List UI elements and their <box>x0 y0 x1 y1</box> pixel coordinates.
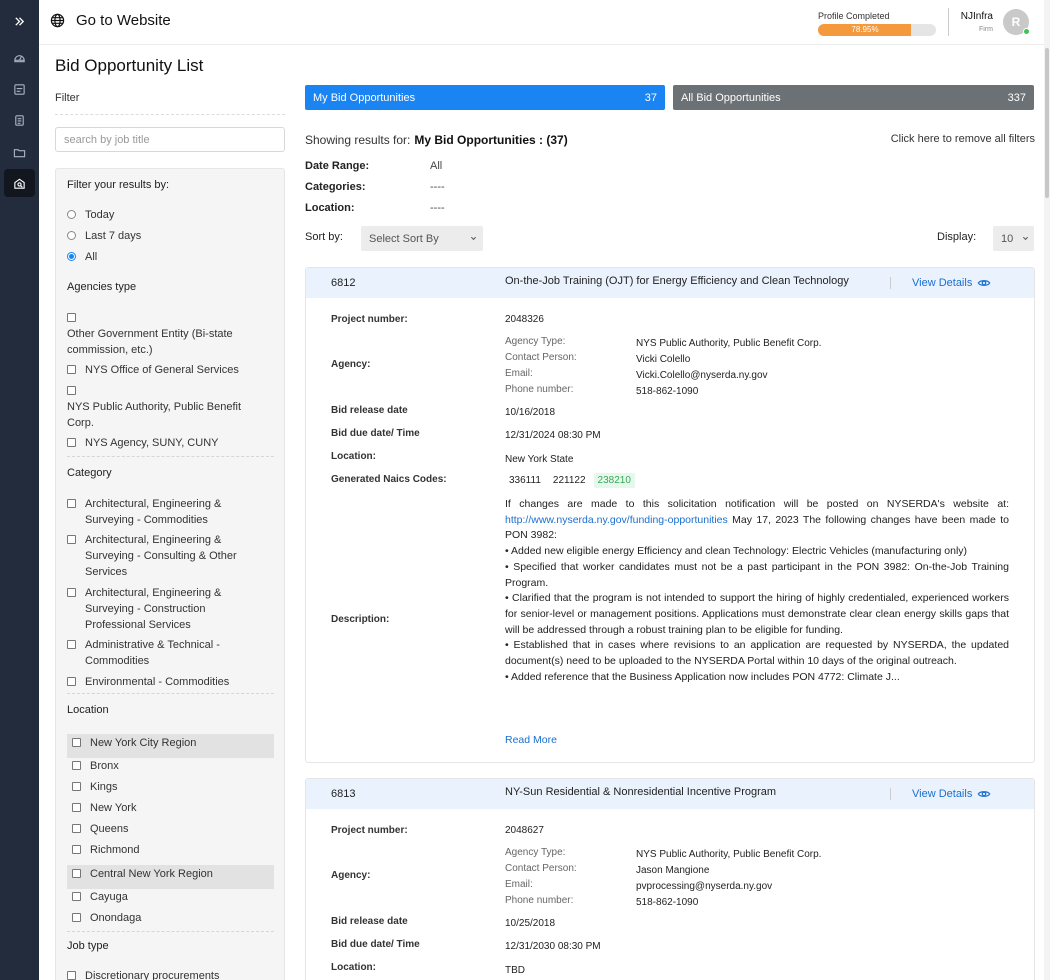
globe-icon <box>50 13 65 28</box>
location-label: New York <box>90 802 137 814</box>
firm-name: NJInfra <box>960 11 993 22</box>
header-divider <box>948 8 949 36</box>
release-date-label: Bid release date <box>331 916 408 927</box>
contact-person-label: Contact Person: <box>505 863 577 874</box>
date-option-label: Today <box>85 209 115 221</box>
location-checkbox[interactable] <box>72 866 213 882</box>
checkbox[interactable] <box>72 869 81 878</box>
bid-id: 6812 <box>331 277 356 289</box>
page-scrollbar[interactable] <box>1044 0 1050 980</box>
profile-completion <box>818 11 938 36</box>
description-change-note: May 17, 2023 The following changes have been made to PON 3982: <box>505 513 1010 542</box>
category-checkbox[interactable] <box>67 496 242 528</box>
naics-code: 336111 <box>509 475 541 486</box>
checkbox[interactable] <box>67 365 76 374</box>
documents-icon[interactable] <box>4 106 35 134</box>
firm-info <box>957 11 993 33</box>
email-value[interactable]: Vicki.Colello@nyserda.ny.gov <box>636 370 768 381</box>
naics-code-matched: 238210 <box>594 473 635 488</box>
email-label: Email: <box>505 368 533 379</box>
location-label: New York City Region <box>90 737 197 749</box>
remove-filters-link[interactable]: Click here to remove all filters <box>890 133 1035 145</box>
avatar[interactable] <box>1003 9 1029 35</box>
filter-label: Filter <box>55 92 80 104</box>
checkbox[interactable] <box>72 803 81 812</box>
folder-icon[interactable] <box>4 138 35 166</box>
filter-heading: Filter your results by: <box>67 179 170 191</box>
contact-person-label: Contact Person: <box>505 352 577 363</box>
due-date-label: Bid due date/ Time <box>331 428 420 439</box>
display-value: 10 <box>1001 232 1014 245</box>
phone-label: Phone number: <box>505 384 574 395</box>
view-details-label: View Details <box>912 277 973 289</box>
location-label: Onondaga <box>90 912 142 924</box>
checkbox[interactable] <box>72 845 81 854</box>
agency-checkbox[interactable] <box>67 362 239 378</box>
due-date-label: Bid due date/ Time <box>331 939 420 950</box>
dashboard-icon[interactable] <box>4 43 35 71</box>
checkbox[interactable] <box>67 313 76 322</box>
category-title: Category <box>67 467 112 479</box>
agency-checkbox[interactable] <box>67 383 76 395</box>
description-bullet: • Established that in cases where revisions to an application are requested by NYSERDA, the updated document(s) need to be uploaded to the NYSERDA Portal within 10 days of the original outreach. <box>505 639 1009 668</box>
agency-label: NYS Public Authority, Public Benefit Corp. <box>67 401 242 429</box>
location-value: TBD <box>505 965 525 976</box>
eye-icon <box>977 276 991 290</box>
categories-label: Categories: <box>305 181 366 193</box>
eye-icon <box>977 787 991 801</box>
location-label: Cayuga <box>90 891 128 903</box>
checkbox[interactable] <box>67 499 76 508</box>
divider <box>67 693 274 694</box>
date-option-today[interactable] <box>67 207 114 223</box>
project-number-label: Project number: <box>331 314 408 325</box>
categories-value: ---- <box>430 181 445 193</box>
location-label: Location: <box>331 451 376 462</box>
description-bullet: • Specified that worker candidates must not be a past participant in the PON 3982: On-the-Job Training Program. <box>505 560 1009 589</box>
divider <box>890 788 891 800</box>
checkbox[interactable] <box>67 640 76 649</box>
naics-code: 221122 <box>552 475 586 486</box>
firm-type: Firm <box>979 26 993 33</box>
location-label: Richmond <box>90 844 140 856</box>
search-input[interactable] <box>55 127 285 152</box>
project-number-label: Project number: <box>331 825 408 836</box>
showing-value: My Bid Opportunities : (37) <box>414 133 568 147</box>
location-value: New York State <box>505 454 574 465</box>
agency-label: NYS Agency, SUNY, CUNY <box>85 437 219 449</box>
go-to-website-link[interactable] <box>50 12 171 29</box>
category-checkbox[interactable] <box>67 637 247 669</box>
description-intro-text: If changes are made to this solicitation notification will be posted on NYSERDA's website at: <box>505 498 1009 510</box>
location-label: Bronx <box>90 760 119 772</box>
release-date-value: 10/25/2018 <box>505 918 556 929</box>
sort-by-value: Select Sort By <box>369 232 439 245</box>
description-text <box>505 497 1009 685</box>
agency-label: Agency: <box>331 359 371 370</box>
category-label: Environmental - Commodities <box>85 676 230 688</box>
location-label: Location: <box>331 962 376 973</box>
project-number-value: 2048627 <box>505 825 544 836</box>
job-type-title: Job type <box>67 940 109 952</box>
category-label: Architectural, Engineering & Surveying - Construction Professional Services <box>85 587 222 631</box>
agency-type-value: NYS Public Authority, Public Benefit Corp. <box>636 338 822 349</box>
checkbox[interactable] <box>72 782 81 791</box>
due-date-value: 12/31/2024 08:30 PM <box>505 430 601 441</box>
divider <box>890 277 891 289</box>
scrollbar-thumb[interactable] <box>1045 48 1049 198</box>
phone-value: 518-862-1090 <box>636 897 699 908</box>
location-checkbox[interactable] <box>72 889 128 905</box>
left-rail <box>0 0 39 980</box>
date-option-all[interactable] <box>67 249 97 265</box>
avatar-initial: R <box>1011 15 1021 29</box>
display-select[interactable] <box>993 226 1034 251</box>
location-checkbox[interactable] <box>72 821 129 837</box>
tab-label: All Bid Opportunities <box>681 91 781 104</box>
category-checkbox[interactable] <box>67 674 229 690</box>
category-label: Architectural, Engineering & Surveying - Consulting & Other Services <box>85 534 237 578</box>
date-option-label: Last 7 days <box>85 230 142 242</box>
filter-panel <box>55 168 285 980</box>
showing-results <box>305 133 568 147</box>
description-label: Description: <box>331 614 390 625</box>
checkbox[interactable] <box>67 971 76 980</box>
checkbox[interactable] <box>72 824 81 833</box>
jobtype-label: Discretionary procurements <box>85 970 220 980</box>
project-number-value: 2048326 <box>505 314 544 325</box>
divider <box>67 931 274 932</box>
sort-by-label: Sort by: <box>305 231 343 243</box>
location-value: ---- <box>430 202 445 214</box>
description-intro <box>505 497 1009 544</box>
contact-person-value: Vicki Colello <box>636 354 691 365</box>
naics-codes <box>505 473 635 488</box>
checkbox[interactable] <box>72 913 81 922</box>
agency-checkbox[interactable] <box>67 310 76 322</box>
bid-opportunity-icon[interactable] <box>4 169 35 197</box>
category-label: Administrative & Technical - Commodities <box>85 639 220 667</box>
email-label: Email: <box>505 879 533 890</box>
location-checkbox[interactable] <box>72 758 119 774</box>
profile-progress-bar <box>818 24 936 36</box>
category-checkbox[interactable] <box>67 585 247 633</box>
radio[interactable] <box>67 231 76 240</box>
online-status-dot <box>1023 28 1030 35</box>
category-label: Architectural, Engineering & Surveying - Commodities <box>85 498 222 526</box>
bid-id: 6813 <box>331 788 356 800</box>
location-checkbox[interactable] <box>72 910 141 926</box>
tab-my-bid-opportunities[interactable] <box>305 85 665 110</box>
view-details-button[interactable] <box>912 787 991 801</box>
agency-label: NYS Office of General Services <box>85 364 239 376</box>
location-checkbox[interactable] <box>72 800 136 816</box>
bid-card <box>305 267 1035 763</box>
bids-icon[interactable] <box>4 75 35 103</box>
due-date-value: 12/31/2030 08:30 PM <box>505 941 601 952</box>
agency-type-label: Agency Type: <box>505 336 566 347</box>
profile-progress-text: 78.95% <box>851 25 879 34</box>
category-checkbox[interactable] <box>67 532 262 580</box>
contact-person-value: Jason Mangione <box>636 865 710 876</box>
checkbox[interactable] <box>67 386 76 395</box>
date-range-value: All <box>430 160 443 172</box>
phone-label: Phone number: <box>505 895 574 906</box>
release-date-value: 10/16/2018 <box>505 407 556 418</box>
divider <box>55 114 285 115</box>
go-to-website-label: Go to Website <box>76 12 171 29</box>
agency-type-label: Agency Type: <box>505 847 566 858</box>
date-option-label: All <box>85 251 98 263</box>
description-bullet: • Clarified that the program is not intended to support the hiring of highly credentialed, experienced workers for senior-level or management positions. Applications must demonstrate clear clean energy skills gaps that will be addressed through a robust training plan to be eligible for funding. <box>505 592 1009 636</box>
sort-by-select[interactable] <box>361 226 483 251</box>
email-value[interactable]: pvprocessing@nyserda.ny.gov <box>636 881 773 892</box>
phone-value: 518-862-1090 <box>636 386 699 397</box>
tab-count: 337 <box>1007 91 1026 104</box>
checkbox[interactable] <box>67 535 76 544</box>
top-bar <box>39 0 1050 45</box>
jobtype-checkbox[interactable] <box>67 968 220 980</box>
profile-completed-label: Profile Completed <box>818 11 890 21</box>
checkbox[interactable] <box>67 438 76 447</box>
location-label: Queens <box>90 823 129 835</box>
chevron-down-icon <box>470 235 477 242</box>
view-details-label: View Details <box>912 788 973 800</box>
date-range-label: Date Range: <box>305 160 370 172</box>
bid-card <box>305 778 1035 980</box>
page-title: Bid Opportunity List <box>55 56 204 75</box>
tab-count: 37 <box>644 91 657 104</box>
release-date-label: Bid release date <box>331 405 408 416</box>
location-label: Central New York Region <box>90 868 213 880</box>
display-label: Display: <box>937 231 977 243</box>
radio[interactable] <box>67 210 76 219</box>
checkbox[interactable] <box>72 761 81 770</box>
showing-prefix: Showing results for: <box>305 133 411 147</box>
chevron-down-icon <box>1022 235 1029 242</box>
location-checkbox[interactable] <box>72 779 118 795</box>
agency-checkbox[interactable] <box>67 435 218 451</box>
description-bullet: • Added reference that the Business Application now includes PON 4772: Climate J... <box>505 670 900 683</box>
location-title: Location <box>67 704 109 716</box>
checkbox[interactable] <box>72 738 81 747</box>
checkbox[interactable] <box>72 892 81 901</box>
location-checkbox[interactable] <box>72 735 196 751</box>
agencies-type-title: Agencies type <box>67 281 137 293</box>
location-label: Kings <box>90 781 118 793</box>
bid-title[interactable]: NY-Sun Residential & Nonresidential Incentive Program <box>505 786 777 798</box>
agency-label: Other Government Entity (Bi-state commission, etc.) <box>67 328 233 356</box>
location-label: Location: <box>305 202 355 214</box>
radio-selected[interactable] <box>67 252 76 261</box>
location-checkbox[interactable] <box>72 842 140 858</box>
agency-label: Agency: <box>331 870 371 881</box>
description-bullet: • Added new eligible energy Efficiency and clean Technology: Electric Vehicles (manufacturing only) <box>505 545 968 558</box>
expand-icon[interactable] <box>4 7 35 35</box>
checkbox[interactable] <box>67 677 76 686</box>
naics-label: Generated Naics Codes: <box>331 474 447 485</box>
checkbox[interactable] <box>67 588 76 597</box>
read-more-link[interactable]: Read More <box>505 734 557 746</box>
divider <box>67 456 274 457</box>
tab-all-bid-opportunities[interactable] <box>673 85 1034 110</box>
date-option-last-7-days[interactable] <box>67 228 141 244</box>
agency-type-value: NYS Public Authority, Public Benefit Corp. <box>636 849 822 860</box>
bid-title[interactable]: On-the-Job Training (OJT) for Energy Efficiency and Clean Technology <box>505 275 849 287</box>
tab-label: My Bid Opportunities <box>313 91 416 104</box>
nyserda-funding-link[interactable]: http://www.nyserda.ny.gov/funding-opportunities <box>505 513 728 526</box>
view-details-button[interactable] <box>912 276 991 290</box>
